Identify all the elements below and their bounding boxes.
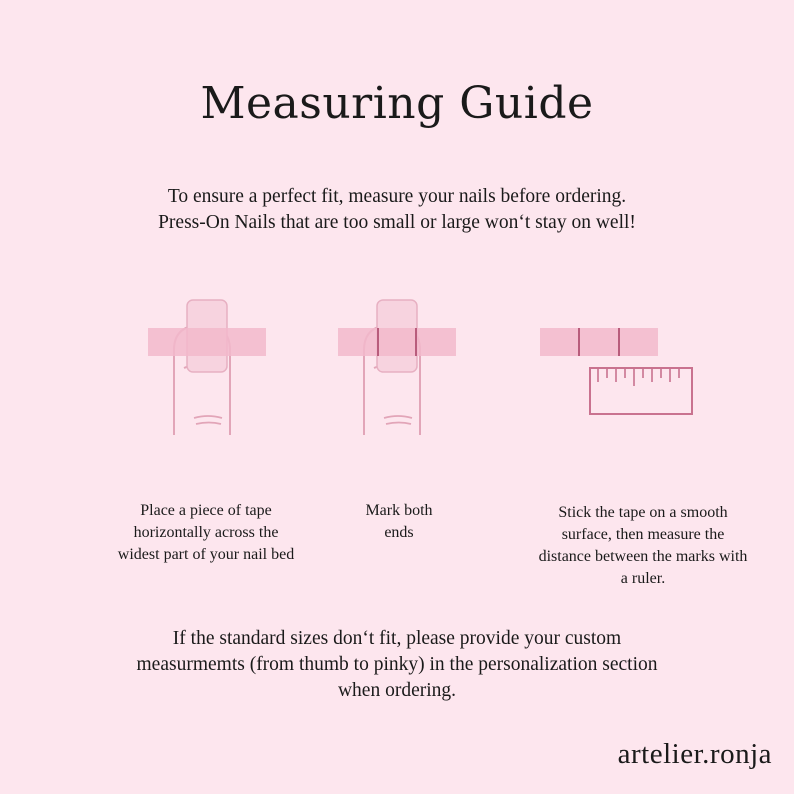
tape-and-ruler-icon (534, 290, 694, 450)
page-title: Measuring Guide (200, 78, 594, 129)
intro-line-2: Press-On Nails that are too small or large won‘t stay on well! (158, 212, 636, 233)
finger-with-marked-tape-icon (312, 290, 472, 450)
intro-text (60, 184, 734, 236)
custom-size-note (40, 626, 754, 704)
outro-line-2: measurmemts (from thumb to pinky) in the personalization section (136, 654, 658, 675)
step-1-text: Place a piece of tape horizontally across the widest part of your nail bed (117, 502, 295, 563)
step-3-text: Stick the tape on a smooth surface, then measure the distance between the marks with a ruler. (538, 504, 748, 587)
step-2-text: Mark both ends (365, 502, 433, 541)
outro-line-1: If the standard sizes don‘t fit, please provide your custom (172, 628, 622, 649)
brand-name: artelier.ronja (617, 738, 772, 770)
intro-line-1: To ensure a perfect fit, measure your nails before ordering. (167, 186, 627, 207)
outro-line-3: when ordering. (337, 680, 457, 701)
finger-with-tape-icon (122, 290, 282, 450)
